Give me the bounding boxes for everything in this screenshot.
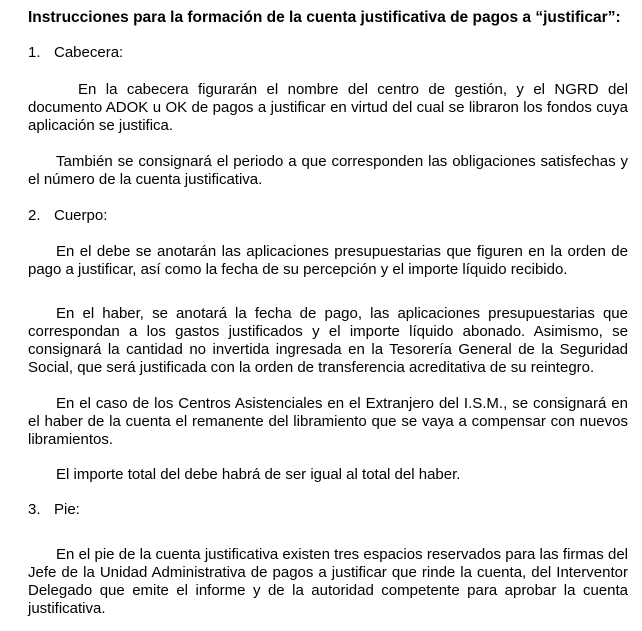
paragraph: En el caso de los Centros Asistenciales en el Extranjero del I.S.M., se consignará en el haber de la cuenta el remanente del libramiento que se vaya a compensar con nuevos libramientos. [28,395,628,448]
section-heading-cabecera [28,44,628,62]
paragraph: En el pie de la cuenta justificativa existen tres espacios reservados para las firmas del Jefe de la Unidad Administrativa de pagos a justificar que rinde la cuenta, del Interventor Delegado que emite el informe y de la autoridad competente para aprobar la cuenta justificativa. [28,546,628,617]
paragraph: En el debe se anotarán las aplicaciones presupuestarias que figuren en la orden de pago a justificar, así como la fecha de su percepción y el importe líquido recibido. [28,243,628,278]
paragraph: También se consignará el periodo a que corresponden las obligaciones satisfechas y el número de la cuenta justificativa. [28,153,628,188]
document-title: Instrucciones para la formación de la cuenta justificativa de pagos a “justificar”: [28,9,621,26]
section-title: Cabecera: [54,44,124,61]
section-number: 2. [28,207,41,224]
paragraph: En el haber, se anotará la fecha de pago, las aplicaciones presupuestarias que correspondan a los gastos justificados y el importe líquido abonado. Asimismo, se consignará la cantidad no invertida ingresada en la Tesorería General de la Seguridad Social, que será justificada con la orden de transferencia acreditativa de su reintegro. [28,305,628,376]
section-heading-cuerpo [28,207,628,225]
section-title: Pie: [54,501,80,518]
document [28,9,628,618]
section-heading-pie [28,501,628,519]
section-number: 3. [28,501,41,518]
section-title: Cuerpo: [54,207,108,224]
section-number: 1. [28,44,41,61]
paragraph: El importe total del debe habrá de ser igual al total del haber. [56,466,461,483]
paragraph: En la cabecera figurarán el nombre del centro de gestión, y el NGRD del documento ADOK u OK de pagos a justificar en virtud del cual se libraron los fondos cuya aplicación se justifica. [28,81,628,134]
